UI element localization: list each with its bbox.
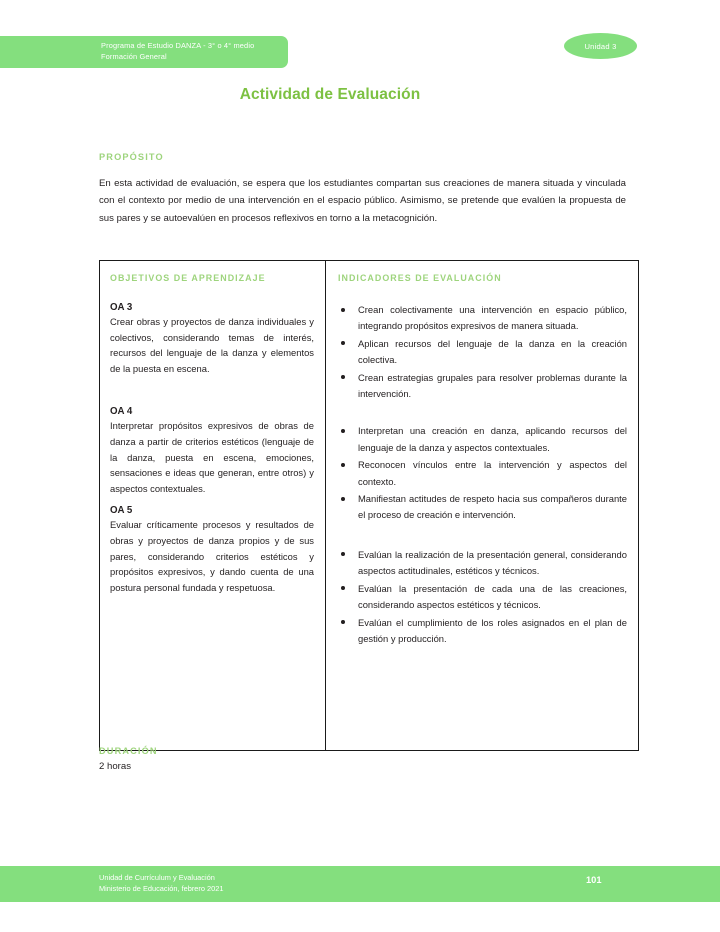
page-title: Actividad de Evaluación: [239, 86, 421, 103]
indicator-list: [338, 547, 627, 647]
indicator-list: [338, 423, 627, 523]
unit-badge-label: Unidad 3: [584, 41, 617, 51]
indicator-text: Crean colectivamente una intervención en espacio público, integrando propósitos expresivos de manera situada.: [358, 304, 627, 332]
indicator-text: Evalúan la realización de la presentación general, considerando aspectos actitudinales, estéticos y técnicos.: [358, 548, 627, 577]
proposito-section-label: PROPÓSITO: [99, 152, 164, 162]
objective-description: Interpretar propósitos expresivos de obras de danza a partir de criterios estéticos (lenguaje de la danza, puesta en escena, emociones, sensaciones e ideas que generan, entre otros) y aspectos contextuales.: [110, 420, 314, 494]
column-header-indicadores: INDICADORES DE EVALUACIÓN: [338, 273, 502, 283]
indicator-text: Evalúan la presentación de cada una de las creaciones, considerando aspectos estéticos y técnicos.: [358, 582, 627, 611]
objective-description: Crear obras y proyectos de danza individuales y colectivos, considerando temas de interés, recursos del lenguaje de la danza y elementos de la puesta en escena.: [110, 316, 314, 374]
indicator-group-oa3: [338, 302, 627, 402]
document-footer-band: [0, 866, 720, 902]
bullet-icon: [341, 463, 345, 467]
indicator-group-oa4: [338, 423, 627, 523]
footer-organization: [99, 873, 223, 895]
list-item: [338, 581, 627, 614]
bullet-icon: [341, 620, 345, 624]
list-item: [338, 615, 627, 648]
duracion-section-label: DURACIÓN: [99, 746, 158, 756]
bullet-icon: [341, 308, 345, 312]
indicator-group-oa5: [338, 547, 627, 647]
column-header-objetivos: OBJETIVOS DE APRENDIZAJE: [110, 273, 266, 283]
indicator-list: [338, 302, 627, 402]
objectives-indicators-table: [99, 260, 639, 751]
bullet-icon: [341, 375, 345, 379]
list-item: [338, 336, 627, 369]
unit-badge: [564, 33, 637, 59]
spacer: [338, 525, 627, 547]
proposito-paragraph: En esta actividad de evaluación, se espera que los estudiantes compartan sus creaciones de manera situada y vinculada con el contexto por medio de una intervención en el espacio público. Asimismo, se pretende que evalúen la propuesta de sus pares y se autoevalúen en procesos reflexivos en torno a la metacognición.: [99, 178, 626, 224]
indicator-text: Manifiestan actitudes de respeto hacia sus compañeros durante el proceso de creación e intervención.: [358, 493, 627, 521]
spacer: [110, 496, 314, 505]
objective-description: Evaluar críticamente procesos y resultados de obras y proyectos de danza propios y de sus pares, considerando criterios estéticos y propósitos expresivos, y dando cuenta de una postura personal fundada y respetuosa.: [110, 519, 314, 593]
list-item: [338, 302, 627, 335]
bullet-icon: [341, 586, 345, 590]
objective-block-oa4: [110, 406, 314, 496]
list-item: [338, 491, 627, 524]
document-header-band: [0, 36, 288, 68]
indicator-text: Reconocen vínculos entre la intervención y aspectos del contexto.: [358, 459, 627, 487]
indicator-text: Interpretan una creación en danza, aplicando recursos del lenguaje de la danza y aspectos contextuales.: [358, 425, 627, 453]
page-number: 101: [586, 875, 602, 885]
list-item: [338, 423, 627, 456]
objective-block-oa5: [110, 505, 314, 595]
objective-block-oa3: [110, 302, 314, 376]
objective-code: OA 5: [110, 505, 133, 517]
bullet-icon: [341, 497, 345, 501]
bullet-icon: [341, 429, 345, 433]
list-item: [338, 457, 627, 490]
objective-code: OA 3: [110, 302, 133, 313]
footer-line1: Unidad de Currículum y Evaluación: [99, 873, 215, 882]
indicator-text: Aplican recursos del lenguaje de la danza en la creación colectiva.: [358, 337, 627, 366]
bullet-icon: [341, 341, 345, 345]
footer-line2: Ministerio de Educación, febrero 2021: [99, 883, 224, 893]
duracion-value: 2 horas: [99, 761, 131, 772]
bullet-icon: [341, 552, 345, 556]
list-item: [338, 547, 627, 580]
indicator-text: Evalúan el cumplimiento de los roles asignados en el plan de gestión y producción.: [358, 616, 627, 644]
table-column-indicadores: [326, 261, 638, 750]
program-title-line1: Programa de Estudio DANZA - 3° o 4° medio: [101, 41, 255, 50]
spacer: [110, 376, 314, 406]
program-title-line2: Formación General: [101, 51, 167, 61]
objective-code: OA 4: [110, 406, 133, 418]
indicator-text: Crean estrategias grupales para resolver problemas durante la intervención.: [358, 371, 627, 400]
table-column-objetivos: [100, 261, 326, 750]
list-item: [338, 370, 627, 403]
spacer: [338, 403, 627, 423]
